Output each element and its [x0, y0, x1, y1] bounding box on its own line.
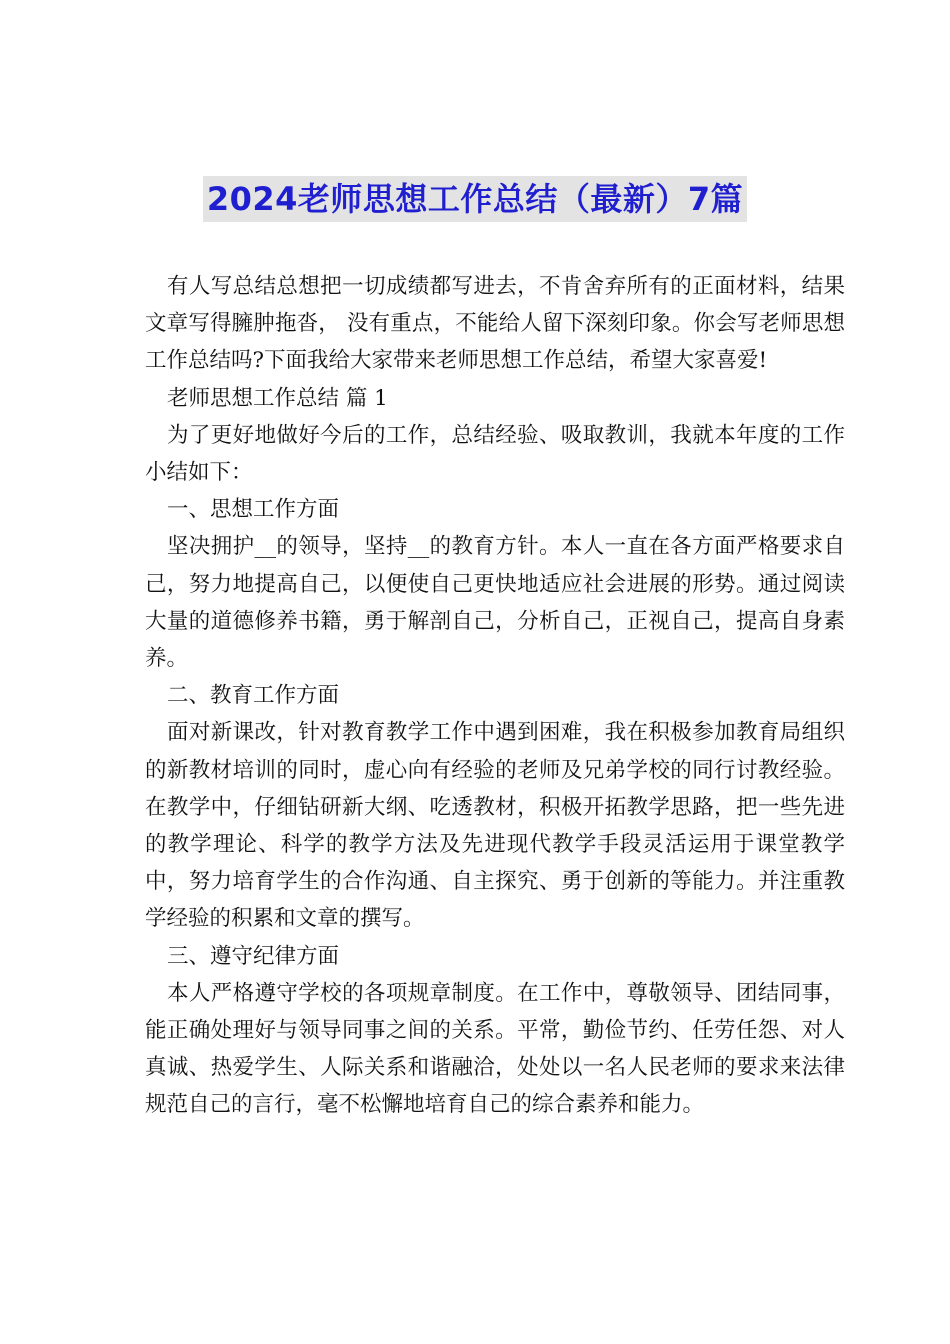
part-text-discipline: 本人严格遵守学校的各项规章制度。在工作中，尊敬领导、团结同事，能正确处理好与领导同事之间的关系。平常，勤俭节约、任劳任怨、对人真诚、热爱学生、人际关系和谐融洽，处处以一名人民老师的要求来法律规范自己的言行，毫不松懈地培育自己的综合素养和能力。 — [145, 980, 845, 1118]
document-body — [145, 268, 845, 1124]
section-title: 老师思想工作总结 篇 1 — [167, 385, 388, 411]
part-heading-discipline: 三、遵守纪律方面 — [167, 943, 340, 969]
part-text-thought: 坚决拥护__的领导，坚持__的教育方针。本人一直在各方面严格要求自己，努力地提高自己，以便使自己更快地适应社会进展的形势。通过阅读大量的道德修养书籍，勇于解剖自己，分析自己，正视自己，提高自身素养。 — [145, 534, 845, 672]
part-heading-education: 二、教育工作方面 — [167, 683, 340, 709]
document-title: 2024老师思想工作总结（最新）7篇 — [203, 176, 747, 222]
part-heading-thought: 一、思想工作方面 — [167, 497, 340, 523]
intro-paragraph: 有人写总结总想把一切成绩都写进去，不肯舍弃所有的正面材料，结果文章写得臃肿拖沓， 没有重点，不能给人留下深刻印象。你会写老师思想工作总结吗?下面我给大家带来老师思想工作总结，希望大家喜爱! — [145, 274, 845, 374]
title-container — [0, 176, 950, 222]
section-intro-paragraph: 为了更好地做好今后的工作，总结经验、吸取教训，我就本年度的工作小结如下： — [145, 422, 845, 486]
part-text-education: 面对新课改，针对教育教学工作中遇到困难，我在积极参加教育局组织的新教材培训的同时，虚心向有经验的老师及兄弟学校的同行讨教经验。在教学中，仔细钻研新大纲、吃透教材，积极开拓教学思路，把一些先进的教学理论、科学的教学方法及先进现代教学手段灵活运用于课堂教学中，努力培育学生的合作沟通、自主探究、勇于创新的等能力。并注重教学经验的积累和文章的撰写。 — [145, 720, 845, 932]
